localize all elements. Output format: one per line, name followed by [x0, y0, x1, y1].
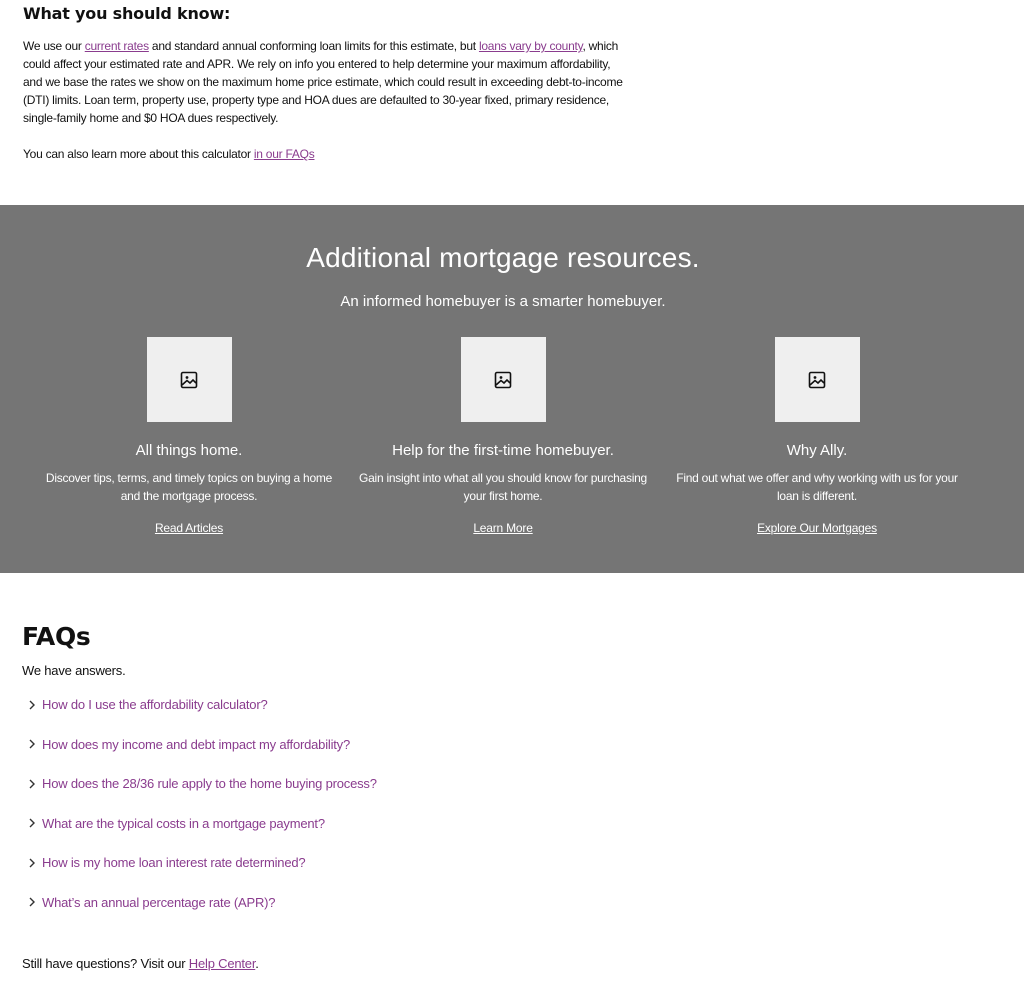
faq-question: How does my income and debt impact my affordability?	[42, 736, 351, 752]
current-rates-link[interactable]: current rates	[84, 39, 149, 53]
faq-item[interactable]	[22, 734, 1002, 755]
image-placeholder	[147, 337, 232, 422]
explore-our-mortgages-link[interactable]: Explore Our Mortgages	[757, 521, 877, 535]
faqs-tagline: We have answers.	[22, 663, 126, 678]
know-text: and standard annual conforming loan limits for this estimate, but	[148, 39, 479, 53]
chevron-right-icon	[22, 897, 42, 907]
faq-question: How does the 28/36 rule apply to the home buying process?	[42, 776, 377, 791]
card-title: All things home.	[135, 442, 243, 459]
in-our-faqs-link[interactable]: in our FAQs	[253, 147, 315, 161]
faq-question: How do I use the affordability calculator?	[42, 697, 268, 712]
resource-card-first-time-homebuyer	[350, 337, 656, 537]
image-placeholder	[775, 337, 860, 422]
chevron-right-icon	[22, 779, 42, 789]
chevron-right-icon	[22, 858, 42, 868]
help-center-link[interactable]: Help Center	[188, 956, 256, 971]
resource-card-why-ally	[664, 337, 970, 537]
mortgage-resources	[0, 205, 1024, 573]
help-text: Still have questions? Visit our	[22, 956, 189, 971]
image-placeholder	[461, 337, 546, 422]
card-title: Why Ally.	[786, 442, 848, 459]
faqs-section	[22, 622, 1002, 931]
card-title: Help for the first-time homebuyer.	[392, 442, 614, 459]
faq-item[interactable]	[22, 773, 1002, 794]
what-you-should-know	[0, 0, 1024, 163]
resources-heading: Additional mortgage resources.	[306, 242, 700, 273]
image-placeholder-icon	[180, 371, 198, 389]
image-placeholder-icon	[494, 371, 512, 389]
faq-item[interactable]	[22, 694, 1002, 715]
chevron-right-icon	[22, 739, 42, 749]
faq-question: What are the typical costs in a mortgage payment?	[42, 815, 325, 831]
know-text: You can also learn more about this calculator	[23, 147, 254, 161]
resource-card-all-things-home	[36, 337, 342, 537]
know-text: , which could affect your estimated rate and APR. We rely on info you entered to help determine your maximum affordability, and we base the rates we show on the maximum home price estimate, which could result in exceeding debt-to-income (DTI) limits. Loan term, property use, property type and HOA dues are defaulted to 30-year fixed, primary residence, single-family home and $0 HOA dues respectively.	[23, 39, 623, 125]
help-center-note	[22, 956, 259, 971]
faq-item[interactable]	[22, 852, 1002, 873]
learn-more-link[interactable]: Learn More	[473, 521, 533, 535]
faq-question: What’s an annual percentage rate (APR)?	[42, 894, 276, 910]
loans-vary-by-county-link[interactable]: loans vary by county	[478, 39, 583, 53]
know-faq-note	[23, 145, 627, 163]
faq-item[interactable]	[22, 813, 1002, 834]
card-text: Discover tips, terms, and timely topics on buying a home and the mortgage process.	[45, 471, 333, 503]
read-articles-link[interactable]: Read Articles	[154, 521, 224, 535]
chevron-right-icon	[22, 700, 42, 710]
card-text: Gain insight into what all you should know for purchasing your first home.	[359, 471, 647, 503]
faq-question: How is my home loan interest rate determined?	[42, 855, 306, 870]
faqs-heading: FAQs	[22, 622, 91, 651]
know-heading: What you should know:	[23, 4, 231, 23]
card-text: Find out what we offer and why working with us for your loan is different.	[676, 471, 958, 503]
image-placeholder-icon	[808, 371, 826, 389]
resources-subheading: An informed homebuyer is a smarter homebuyer.	[340, 293, 666, 310]
faq-item[interactable]	[22, 892, 1002, 913]
know-text: We use our	[23, 39, 85, 53]
faq-list	[22, 694, 1002, 913]
chevron-right-icon	[22, 818, 42, 828]
help-text-end: .	[255, 956, 259, 971]
know-paragraph	[23, 37, 627, 127]
